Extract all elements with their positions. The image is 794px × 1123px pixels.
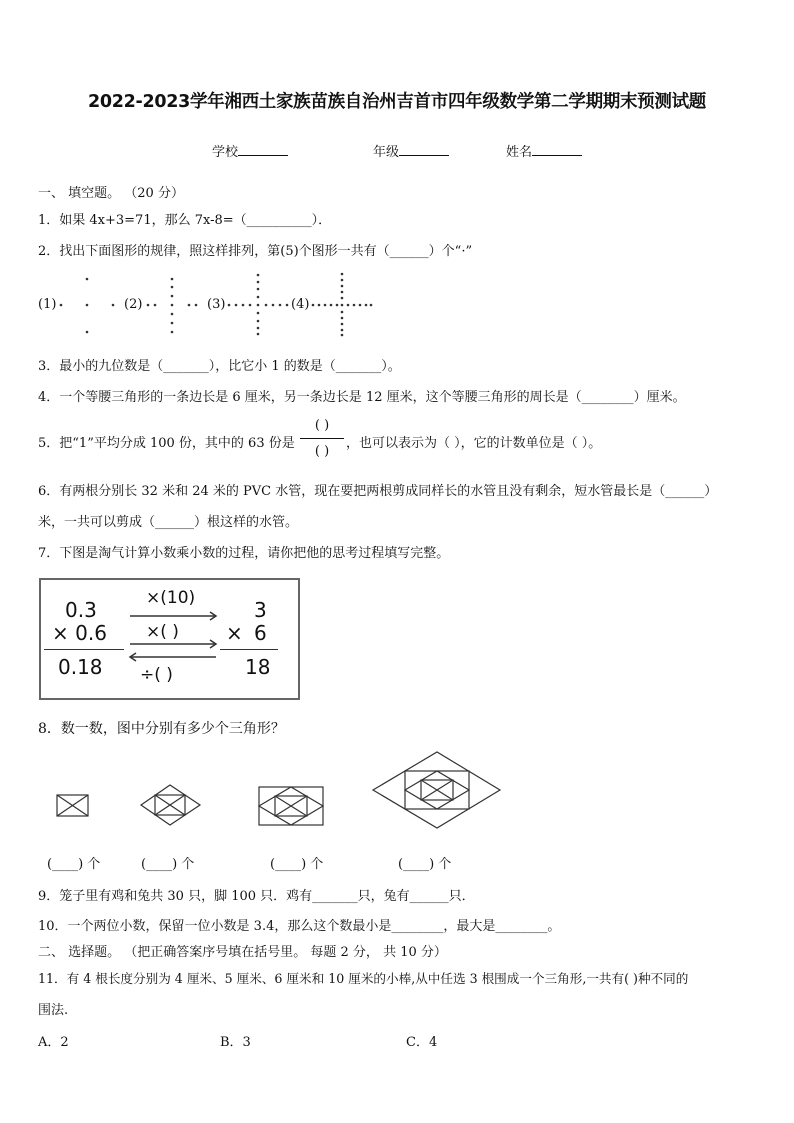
name-field — [506, 141, 582, 160]
fraction-denominator: ( ) — [314, 444, 330, 459]
school-label: 学校 — [212, 145, 239, 160]
question-5-prefix: 5．把“1”平均分成 100 份，其中的 63 份是 — [38, 436, 295, 451]
triangle-count-figures — [0, 750, 794, 840]
right-result-line — [220, 649, 278, 650]
option-c: C．4 — [406, 1035, 438, 1050]
left-factor-top: 0.3 — [65, 598, 97, 622]
pattern-label-1: (1) — [38, 297, 57, 312]
option-b: B．3 — [220, 1035, 251, 1050]
answer-figure-3: (____) 个 — [270, 857, 324, 872]
page-title: 2022-2023学年湘西土家族苗族自治州吉首市四年级数学第二学期期末预测试题 — [88, 92, 706, 112]
left-product: 0.18 — [58, 655, 103, 679]
answer-figure-4: (____) 个 — [398, 857, 452, 872]
question-9: 9．笼子里有鸡和兔共 30 只，脚 100 只．鸡有_______只，兔有______只． — [38, 889, 475, 904]
pattern-label-4: (4) — [291, 297, 310, 312]
question-5-suffix: ，也可以表示为（ ），它的计数单位是（ ）。 — [346, 436, 602, 451]
right-factor-top: 3 — [254, 598, 267, 622]
arrow-label-divide-blank: ÷( ) — [140, 665, 173, 685]
answer-figure-1: (____) 个 — [47, 857, 101, 872]
pattern-label-3: (3) — [207, 297, 226, 312]
school-field — [212, 141, 288, 160]
question-4: 4．一个等腰三角形的一条边长是 6 厘米，另一条边长是 12 厘米，这个等腰三角形的周长是（________）厘米。 — [38, 390, 686, 405]
arrow-label-multiply-10: ×(10) — [146, 588, 196, 608]
question-11-line-1: 11．有 4 根长度分别为 4 厘米、5 厘米、6 厘米和 10 厘米的小棒,从中任选 3 根围成一个三角形,一共有( )种不同的 — [38, 971, 689, 986]
pattern-label-2: (2) — [124, 297, 143, 312]
option-a: A．2 — [38, 1035, 69, 1050]
answer-figure-2: (____) 个 — [141, 857, 195, 872]
section-1-heading: 一、 填空题。 （20 分） — [38, 186, 184, 201]
right-factor-bottom: 6 — [254, 621, 267, 645]
right-multiply-sign: × — [226, 621, 243, 645]
grade-label: 年级 — [373, 145, 400, 160]
fraction-bar — [300, 438, 344, 439]
left-result-line — [44, 649, 124, 650]
question-2: 2．找出下面图形的规律，照这样排列，第(5)个图形一共有（______）个“·” — [38, 244, 473, 259]
question-6-line-1: 6．有两根分别长 32 米和 24 米的 PVC 水管，现在要把两根剪成同样长的水管且没有剩余，短水管最长是（______） — [38, 484, 718, 499]
name-label: 姓名 — [506, 145, 533, 160]
question-8: 8．数一数，图中分别有多少个三角形？ — [38, 721, 285, 737]
question-11-line-2: 围法. — [38, 1003, 69, 1018]
question-6-line-2: 米，一共可以剪成（______）根这样的水管。 — [38, 515, 299, 530]
section-2-heading: 二、 选择题。 （把正确答案序号填在括号里。 每题 2 分， 共 10 分） — [38, 945, 447, 960]
left-factor-bottom: × 0.6 — [52, 621, 107, 645]
question-3: 3．最小的九位数是（_______），比它小 1 的数是（_______）。 — [38, 359, 401, 374]
dot-pattern-figure — [0, 274, 794, 334]
question-1: 1．如果 4x+3=71，那么 7x-8=（__________）． — [38, 213, 332, 228]
question-10: 10．一个两位小数，保留一位小数是 3.4，那么这个数最小是________，最大是________。 — [38, 919, 561, 934]
right-product: 18 — [245, 655, 271, 679]
fraction-numerator: ( ) — [314, 418, 330, 433]
question-7: 7．下图是淘气计算小数乘小数的过程，请你把他的思考过程填写完整。 — [38, 546, 450, 561]
arrow-label-multiply-blank: ×( ) — [146, 622, 179, 642]
grade-field — [373, 141, 449, 160]
